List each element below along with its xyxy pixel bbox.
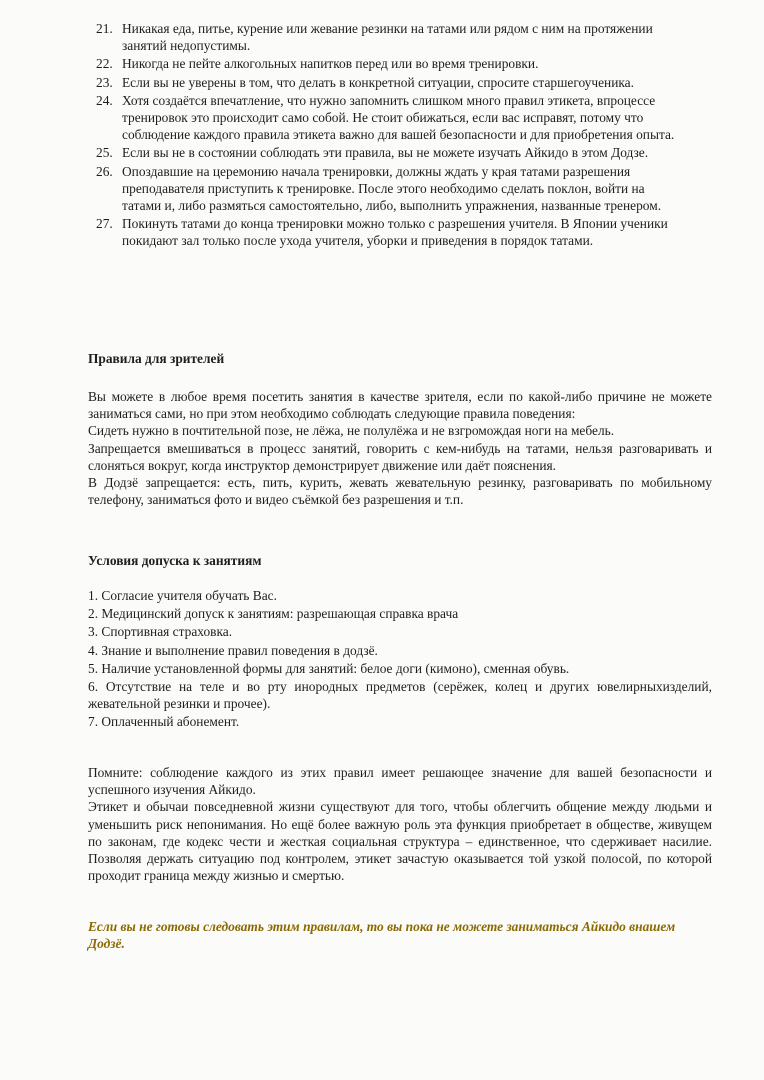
rule-text: Покинуть татами до конца тренировки можно только с разрешения учителя. В Японии ученики покидают зал только после ухода учителя, уборки и приведения в порядок татами.	[122, 216, 668, 249]
rules-list	[96, 20, 686, 251]
rule-number: 21.	[96, 21, 113, 36]
rule-text: Хотя создаётся впечатление, что нужно запомнить слишком много правил этикета, впроцессе тренировок это происходит само собой. Не стоит обижаться, если вас исправят, потому что соблюдение каждого правила этикета важно для вашей безопасности и для приобретения опыта.	[122, 92, 675, 143]
rule-item-27	[96, 215, 686, 249]
rule-text: Если вы не уверены в том, что делать в конкретной ситуации, спросите старшегоученика.	[122, 74, 634, 90]
admission-item: 4. Знание и выполнение правил поведения в додзё.	[88, 642, 378, 658]
admission-item: 3. Спортивная страховка.	[88, 624, 233, 640]
rule-text: Опоздавшие на церемонию начала тренировки, должны ждать у края татами разрешения преподавателя приступить к тренировке. После этого необходимо сделать поклон, войти на татами и, либо размяться самостоятельно, либо, выполнить упражнения, названные тренером.	[122, 163, 662, 214]
rule-item-24	[96, 92, 686, 144]
conclusion-paragraph: Этикет и обычаи повседневной жизни существуют для того, чтобы облегчить общение между людьми и уменьшить риск непонимания. Но ещё более важную роль эта функция приобретает в обществе, живущем по законам, где кодекс чести и жесткая социальная структура – единственное, что сдерживает насилие. Позволяя держать ситуацию под контролем, этикет зачастую оказывается той узкой полосой, по которой проходит граница между жизнью и смертью.	[88, 799, 712, 884]
admission-item: 6. Отсутствие на теле и во рту инородных предметов (серёжек, колец и других ювелирныхизделий, жевательной резинки и прочее).	[88, 679, 712, 712]
rule-text: Никогда не пейте алкогольных напитков перед или во время тренировки.	[122, 56, 539, 72]
rule-item-26	[96, 163, 686, 215]
spectators-paragraph: Запрещается вмешиваться в процесс занятий, говорить с кем-нибудь на татами, нельзя разговаривать и слоняться вокруг, когда инструктор демонстрирует движение или даёт пояснения.	[88, 440, 712, 473]
rule-text: Никакая еда, питье, курение или жевание резинки на татами или рядом с ним на протяжении занятий недопустимы.	[122, 21, 653, 54]
rule-number: 24.	[96, 92, 113, 108]
admission-item: 7. Оплаченный абонемент.	[88, 714, 240, 730]
rule-number: 26.	[96, 163, 113, 179]
conclusion-paragraph: Помните: соблюдение каждого из этих правил имеет решающее значение для вашей безопасности и успешного изучения Айкидо.	[88, 765, 712, 798]
admission-item: 1. Согласие учителя обучать Вас.	[88, 588, 277, 603]
rule-item-22	[96, 55, 686, 72]
rule-number: 23.	[96, 74, 113, 90]
rule-item-21	[96, 20, 686, 54]
rule-item-25	[96, 144, 686, 161]
spectators-heading: Правила для зрителей	[88, 351, 225, 366]
rule-text: Если вы не в состоянии соблюдать эти правила, вы не можете изучать Айкидо в этом Додзе.	[122, 145, 649, 161]
rule-number: 22.	[96, 56, 113, 72]
spectators-paragraph: Сидеть нужно в почтительной позе, не лёжа, не полулёжа и не взгромождая ноги на мебель.	[88, 423, 615, 439]
admission-item: 5. Наличие установленной формы для занятий: белое доги (кимоно), сменная обувь.	[88, 660, 570, 676]
rule-number: 25.	[96, 145, 113, 161]
conclusion-section	[88, 764, 712, 884]
admission-list	[88, 587, 712, 732]
rule-number: 27.	[96, 216, 113, 232]
spectators-paragraph: В Додзё запрещается: есть, пить, курить, жевать жевательную резинку, разговаривать по мобильному телефону, заниматься фото и видео съёмкой без разрешения и т.п.	[88, 475, 712, 508]
spectators-section	[88, 388, 712, 508]
rule-item-23	[96, 74, 686, 91]
closing-statement: Если вы не готовы следовать этим правилам, то вы пока не можете заниматься Айкидо внашем Додзё.	[88, 919, 676, 952]
admission-item: 2. Медицинский допуск к занятиям: разрешающая справка врача	[88, 606, 459, 622]
admission-heading: Условия допуска к занятиям	[88, 553, 262, 568]
spectators-paragraph: Вы можете в любое время посетить занятия в качестве зрителя, если по какой-либо причине не можете заниматься сами, но при этом необходимо соблюдать следующие правила поведения:	[88, 389, 712, 422]
